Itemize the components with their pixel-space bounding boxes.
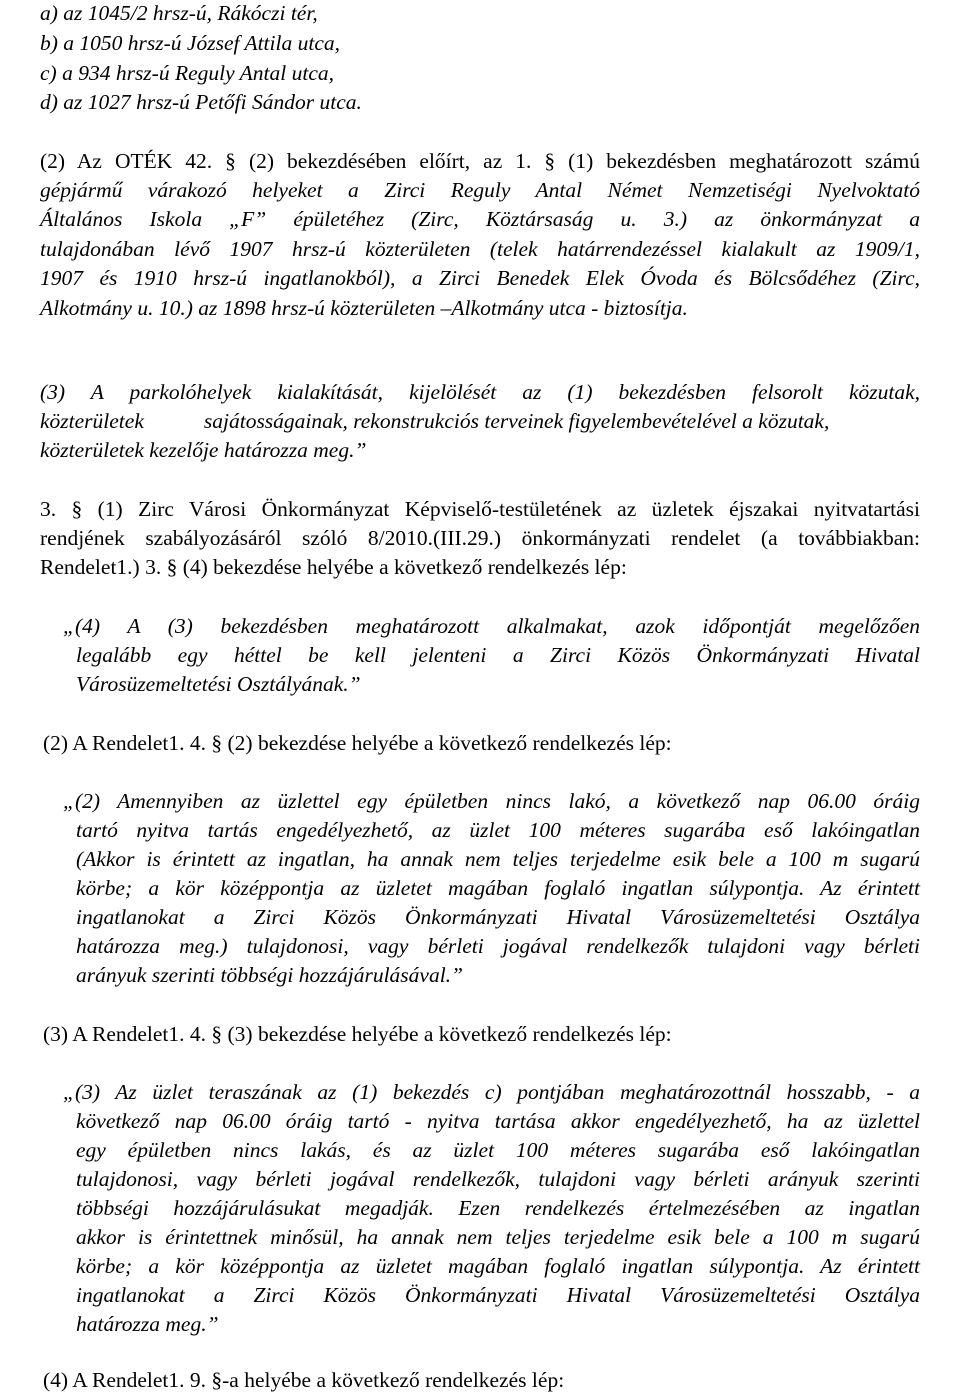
quote1-line-1: „(4) A (3) bekezdésben meghatározott alkalmakat, azok időpontját megelőzően [63, 614, 920, 638]
quote2-line-2: tartó nyitva tartás engedélyezhető, az üzlet 100 méteres sugarába eső lakóingatlan [76, 818, 920, 842]
quote3-line-7: körbe; a kör középpontja az üzletet magában foglaló ingatlan súlypontja. Az érintett [76, 1254, 920, 1278]
para3-line-2: közterületek sajátosságainak, rekonstrukciós terveinek figyelembevételével a közutak, [40, 409, 830, 433]
sec3-para-3: (3) A Rendelet1. 4. § (3) bekezdése helyébe a következő rendelkezés lép: [43, 1022, 672, 1046]
list-item-a: a) az 1045/2 hrsz-ú, Rákóczi tér, [40, 1, 318, 25]
para2-line-1: (2) Az OTÉK 42. § (2) bekezdésében előírt, az 1. § (1) bekezdésben meghatározott számú [40, 149, 920, 173]
quote3-line-4: tulajdonosi, vagy bérleti jogával rendelkezők, tulajdoni vagy bérleti arányuk szerinti [76, 1167, 920, 1191]
quote2-line-3: (Akkor is érintett az ingatlan, ha annak nem teljes terjedelme esik bele a 100 m sugarú [76, 847, 920, 871]
quote3-line-5: többségi hozzájárulásukat megadják. Ezen rendelkezés értelmezésében az ingatlan [76, 1196, 920, 1220]
quote3-line-3: egy épületben nincs lakás, és az üzlet 100 méteres sugarába eső lakóingatlan [76, 1138, 920, 1162]
quote3-line-2: következő nap 06.00 óráig tartó - nyitva tartása akkor engedélyezhető, ha az üzlettel [76, 1109, 920, 1133]
para3-line-3: közterületek kezelője határozza meg.” [40, 438, 367, 462]
sec3-para-2: (2) A Rendelet1. 4. § (2) bekezdése helyébe a következő rendelkezés lép: [43, 731, 672, 755]
quote1-line-2: legalább egy héttel be kell jelenteni a Zirci Közös Önkormányzati Hivatal [76, 643, 920, 667]
quote2-line-7: arányuk szerinti többségi hozzájárulásával.” [76, 963, 464, 987]
quote2-line-1: „(2) Amennyiben az üzlettel egy épületben nincs lakó, a következő nap 06.00 óráig [63, 789, 920, 813]
quote2-line-5: ingatlanokat a Zirci Közös Önkormányzati Hivatal Városüzemeltetési Osztálya [76, 905, 920, 929]
para2-line-2: gépjármű várakozó helyeket a Zirci Reguly Antal Német Nemzetiségi Nyelvoktató [40, 178, 920, 202]
quote3-line-1: „(3) Az üzlet teraszának az (1) bekezdés c) pontjában meghatározottnál hosszabb, - a [63, 1080, 920, 1104]
sec3-line-3: Rendelet1.) 3. § (4) bekezdése helyébe a következő rendelkezés lép: [40, 555, 627, 579]
quote1-line-3: Városüzemeltetési Osztályának.” [76, 672, 361, 696]
list-item-d: d) az 1027 hrsz-ú Petőfi Sándor utca. [40, 90, 362, 114]
para2-line-6: Alkotmány u. 10.) az 1898 hrsz-ú közterületen –Alkotmány utca - biztosítja. [40, 296, 688, 320]
quote2-line-6: határozza meg.) tulajdonosi, vagy bérleti jogával rendelkezők tulajdoni vagy bérleti [76, 934, 920, 958]
list-item-c: c) a 934 hrsz-ú Reguly Antal utca, [40, 61, 334, 85]
quote2-line-4: körbe; a kör középpontja az üzletet magában foglaló ingatlan súlypontja. Az érintett [76, 876, 920, 900]
sec3-para-4: (4) A Rendelet1. 9. §-a helyébe a következő rendelkezés lép: [43, 1368, 565, 1392]
sec3-line-2: rendjének szabályozásáról szóló 8/2010.(III.29.) önkormányzati rendelet (a továbbiakban: [40, 526, 920, 550]
para2-line-4: tulajdonában lévő 1907 hrsz-ú közterületen (telek határrendezéssel kialakult az 1909/1, [40, 237, 920, 261]
para2-line-3: Általános Iskola „F” épületéhez (Zirc, Köztársaság u. 3.) az önkormányzat a [40, 207, 920, 231]
sec3-line-1: 3. § (1) Zirc Városi Önkormányzat Képviselő-testületének az üzletek éjszakai nyitvatartási [40, 497, 920, 521]
quote3-line-6: akkor is érintettnek minősül, ha annak nem teljes terjedelme esik bele a 100 m sugarú [76, 1225, 920, 1249]
quote3-line-9: határozza meg.” [76, 1312, 219, 1336]
para3-line-1: (3) A parkolóhelyek kialakítását, kijelölését az (1) bekezdésben felsorolt közutak, [40, 380, 920, 404]
quote3-line-8: ingatlanokat a Zirci Közös Önkormányzati Hivatal Városüzemeltetési Osztálya [76, 1283, 920, 1307]
list-item-b: b) a 1050 hrsz-ú József Attila utca, [40, 31, 340, 55]
para2-line-5: 1907 és 1910 hrsz-ú ingatlanokból), a Zirci Benedek Elek Óvoda és Bölcsődéhez (Zirc, [40, 266, 920, 290]
